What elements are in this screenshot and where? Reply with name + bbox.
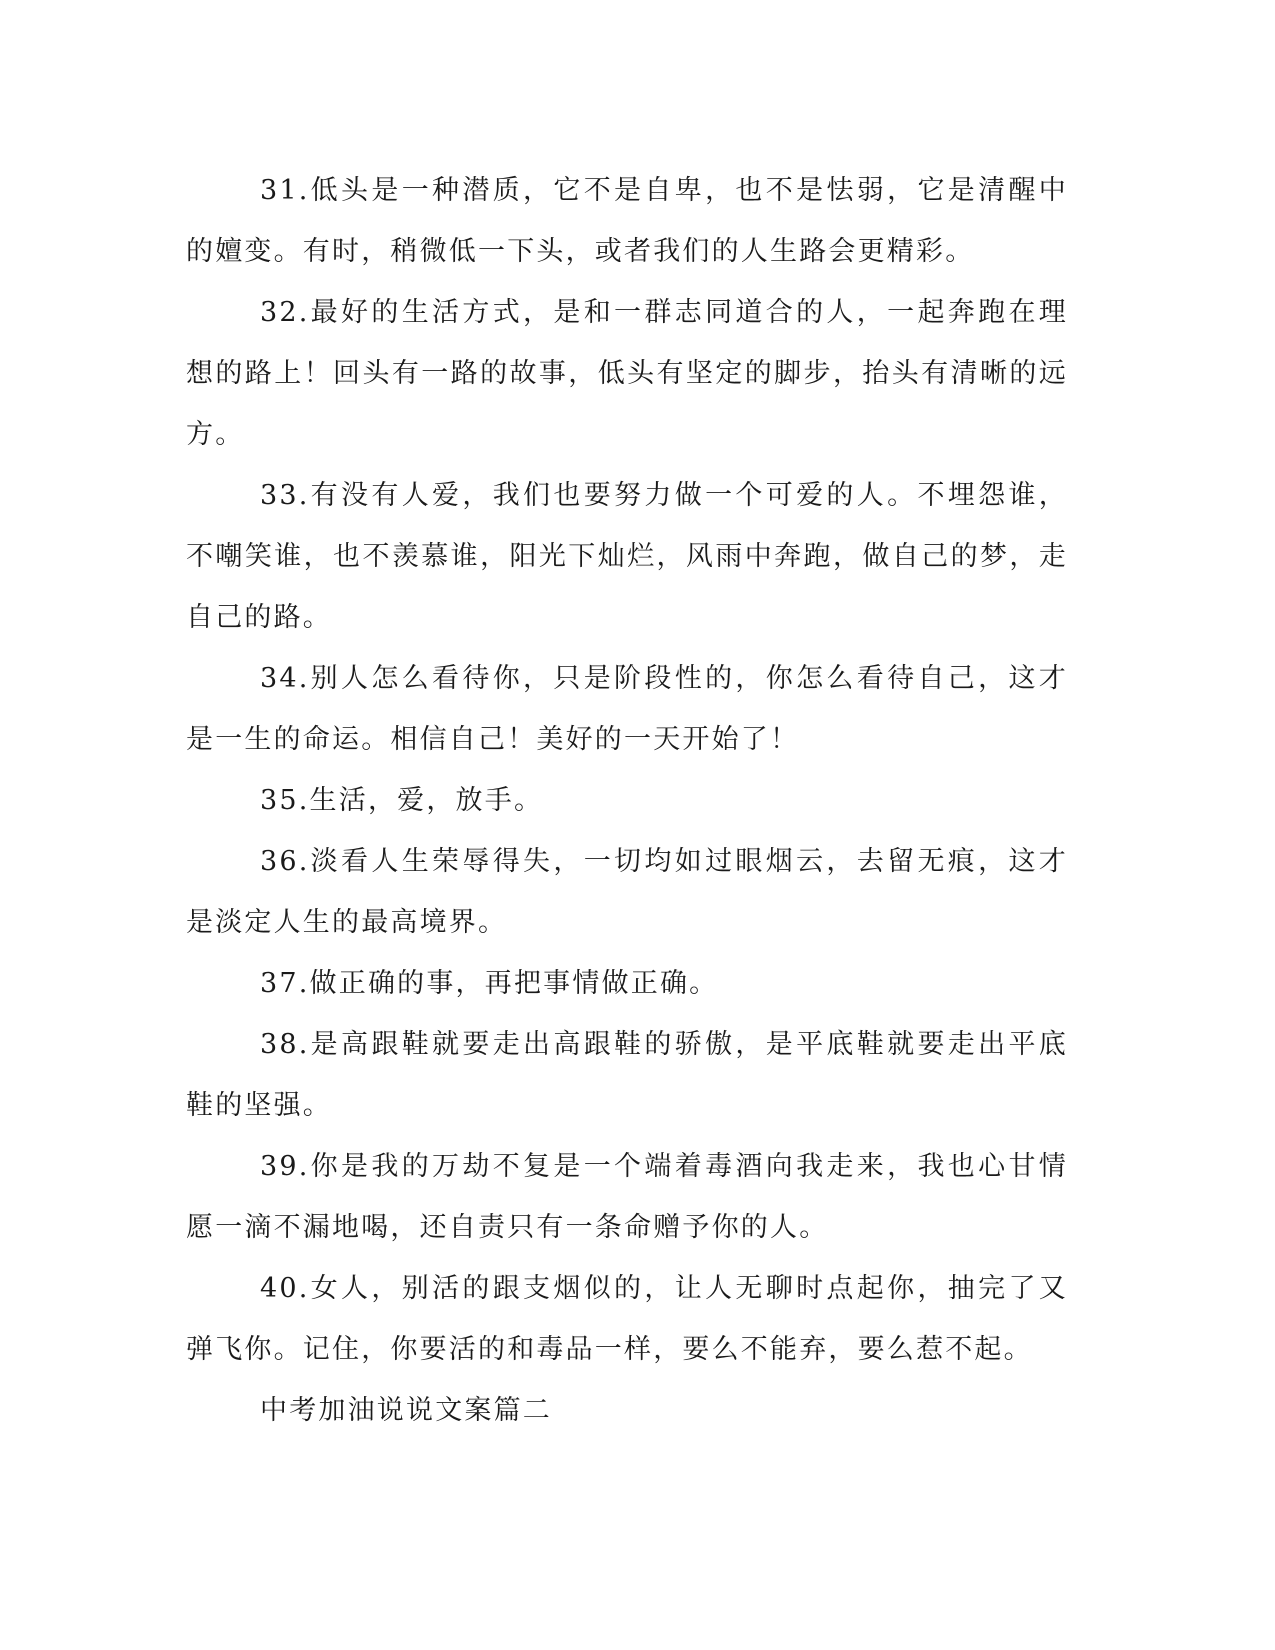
quote-paragraph-40: 40.女人，别活的跟支烟似的，让人无聊时点起你，抽完了又弹飞你。记住，你要活的和毒品一样，要么不能弃，要么惹不起。 xyxy=(186,1273,1068,1365)
quote-paragraph-34: 34.别人怎么看待你，只是阶段性的，你怎么看待自己，这才是一生的命运。相信自己！美好的一天开始了！ xyxy=(186,663,1068,755)
quote-paragraph-32: 32.最好的生活方式，是和一群志同道合的人，一起奔跑在理想的路上！回头有一路的故事，低头有坚定的脚步，抬头有清晰的远方。 xyxy=(186,297,1068,450)
quote-paragraph-35: 35.生活，爱，放手。 xyxy=(260,785,544,816)
quote-paragraph-31: 31.低头是一种潜质，它不是自卑，也不是怯弱，它是清醒中的嬗变。有时，稍微低一下头，或者我们的人生路会更精彩。 xyxy=(186,175,1068,267)
document-body xyxy=(186,160,1068,1441)
section-heading: 中考加油说说文案篇二 xyxy=(260,1395,552,1426)
quote-paragraph-38: 38.是高跟鞋就要走出高跟鞋的骄傲，是平底鞋就要走出平底鞋的坚强。 xyxy=(186,1029,1068,1121)
quote-paragraph-37: 37.做正确的事，再把事情做正确。 xyxy=(260,968,719,999)
quote-paragraph-36: 36.淡看人生荣辱得失，一切均如过眼烟云，去留无痕，这才是淡定人生的最高境界。 xyxy=(186,846,1068,938)
quote-paragraph-33: 33.有没有人爱，我们也要努力做一个可爱的人。不埋怨谁，不嘲笑谁，也不羡慕谁，阳光下灿烂，风雨中奔跑，做自己的梦，走自己的路。 xyxy=(186,480,1068,633)
quote-paragraph-39: 39.你是我的万劫不复是一个端着毒酒向我走来，我也心甘情愿一滴不漏地喝，还自责只有一条命赠予你的人。 xyxy=(186,1151,1068,1243)
